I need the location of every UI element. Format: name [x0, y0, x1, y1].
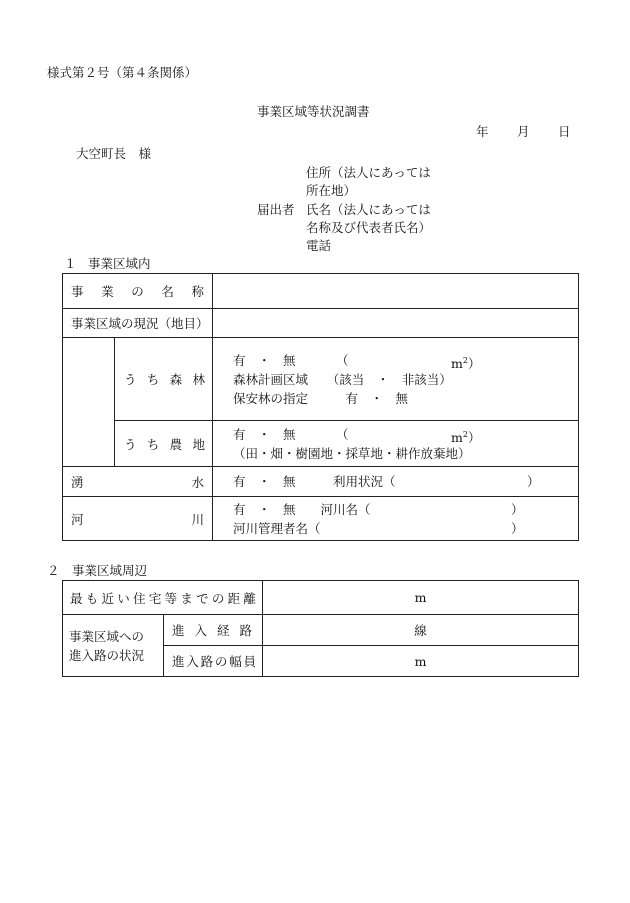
forest-area-line: [233, 351, 578, 370]
width-label-char: の: [214, 654, 228, 669]
route-label-char: 入: [194, 623, 207, 638]
route-unit: 線: [414, 623, 427, 638]
spring-label-cell: [63, 467, 213, 497]
section2-number: ２: [47, 563, 60, 578]
section2-heading: 事業区域周辺: [72, 563, 148, 578]
farm-label-char: う: [124, 436, 137, 452]
width-label-char: 路: [200, 654, 214, 669]
route-value-cell[interactable]: [263, 615, 579, 646]
section1-number: １: [64, 256, 77, 271]
form-number: 様式第２号（第４条関係）: [47, 65, 198, 80]
river-manager: 河川管理者名（: [233, 520, 321, 536]
applicant-address-line1: 住所（法人にあっては: [306, 165, 431, 180]
section1-heading: 事業区域内: [88, 256, 151, 271]
forest-label-cell: [115, 338, 213, 421]
width-label-cell: [164, 646, 263, 677]
access-label-line1: 事業区域への: [69, 628, 145, 644]
forest-label-char: 林: [192, 372, 205, 387]
route-label-char: 路: [239, 623, 252, 638]
distance-label-char: も: [85, 590, 99, 606]
land-indent-cell: [63, 338, 115, 467]
spring-label-char: 水: [191, 474, 205, 490]
distance-label-char: 宅: [148, 590, 162, 606]
applicant-address-line2: 所在地）: [306, 183, 357, 198]
current-status-value-cell[interactable]: [213, 309, 579, 338]
width-unit: m: [414, 653, 427, 669]
business-name-value-cell[interactable]: [213, 274, 579, 309]
business-name-char: 名: [161, 284, 174, 299]
date-month-label: 月: [517, 124, 530, 139]
route-label-char: 進: [172, 623, 185, 638]
distance-label-char: 離: [243, 590, 256, 606]
farm-area-line: [233, 425, 578, 444]
forest-plan-area: 森林計画区域 （該当 ・ 非該当）: [233, 371, 452, 387]
farm-label-char: ち: [146, 436, 160, 452]
river-presence-name: 有 ・ 無 河川名（: [233, 501, 371, 517]
forest-label-char: ち: [146, 372, 160, 387]
date-day-label: 日: [558, 124, 571, 139]
distance-label-char: ま: [180, 590, 193, 606]
section1-table: [62, 273, 579, 541]
forest-area-unit: $m^2$）: [451, 355, 481, 371]
business-name-char: 事: [71, 284, 84, 299]
river-label-char: 川: [191, 511, 205, 527]
applicant-name-line1: 氏名（法人にあっては: [306, 202, 431, 217]
river-name-close: ）: [511, 501, 524, 517]
river-label-char: 河: [71, 511, 84, 527]
distance-label-char: で: [196, 590, 209, 606]
forest-label-char: 森: [169, 372, 183, 387]
applicant-label: 届出者: [257, 202, 295, 217]
width-label-char: 員: [243, 654, 256, 669]
forest-area-open: （: [336, 352, 349, 368]
access-label-line2: 進入路の状況: [69, 647, 145, 663]
distance-label-char: 最: [70, 590, 83, 606]
farm-label-char: 地: [192, 436, 205, 452]
distance-unit: m: [414, 590, 427, 605]
farm-label-char: 農: [169, 436, 183, 452]
width-label-char: 幅: [229, 654, 242, 669]
addressee: 大空町長 様: [76, 146, 152, 161]
spring-value-cell[interactable]: [213, 467, 579, 497]
width-value-cell[interactable]: [263, 646, 579, 677]
business-name-char: 業: [101, 284, 114, 299]
forest-protection: 保安林の指定 有 ・ 無: [233, 390, 409, 406]
section2-table: [62, 580, 579, 677]
forest-label-char: う: [124, 372, 137, 387]
width-label-char: 入: [186, 654, 199, 669]
applicant-name-line2: 名称及び代表者氏名）: [306, 220, 432, 235]
spring-value-close: ）: [527, 474, 540, 489]
applicant-phone: 電話: [306, 238, 332, 253]
river-label-cell: [63, 497, 213, 541]
farm-types: （田・畑・樹園地・採草地・耕作放棄地）: [233, 445, 471, 461]
river-manager-close: ）: [511, 520, 524, 536]
route-label-cell: [164, 615, 263, 646]
farm-value-cell[interactable]: [213, 421, 579, 467]
current-status-label-cell: [63, 309, 213, 338]
farm-presence: 有 ・ 無: [233, 426, 296, 442]
business-name-char: 称: [191, 284, 205, 299]
spring-label-char: 湧: [71, 474, 84, 490]
farm-label-cell: [115, 421, 213, 467]
distance-label-cell: [63, 581, 263, 615]
access-label-cell: [63, 615, 164, 677]
date-year-label: 年: [476, 124, 489, 139]
business-name-char: の: [131, 284, 144, 299]
distance-label-char: 等: [164, 590, 178, 606]
distance-label-char: い: [117, 590, 130, 606]
distance-value-cell[interactable]: [263, 581, 579, 615]
distance-label-char: 近: [101, 590, 115, 606]
distance-label-char: 住: [133, 590, 146, 606]
spring-value: 有 ・ 無 利用状況（: [233, 474, 396, 489]
width-label-char: 進: [172, 654, 185, 669]
farm-area-open: （: [336, 426, 349, 442]
business-name-label-cell: [63, 274, 213, 309]
forest-presence: 有 ・ 無: [233, 352, 296, 368]
distance-label-char: の: [211, 590, 225, 606]
forest-value-cell[interactable]: [213, 338, 579, 421]
farm-area-unit: $m^2$）: [451, 429, 481, 445]
current-status-label: 事業区域の現況（地目）: [71, 316, 209, 331]
distance-label-char: 距: [227, 590, 241, 606]
route-label-char: 経: [216, 623, 230, 638]
river-value-cell[interactable]: [213, 497, 579, 541]
document-title: 事業区域等状況調書: [257, 104, 370, 119]
